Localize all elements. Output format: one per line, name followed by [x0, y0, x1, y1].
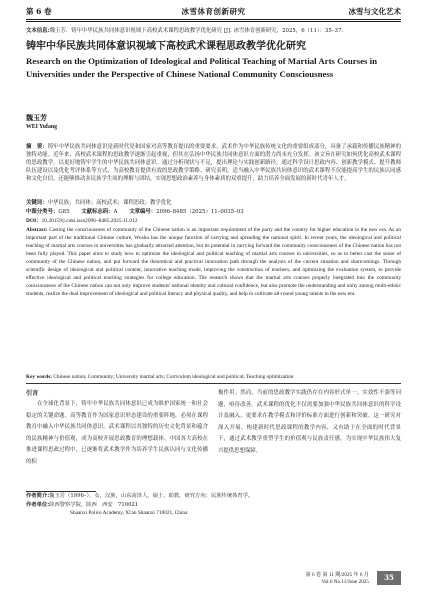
- citation-info: [26, 27, 401, 35]
- keywords-chinese-label: 关键词：: [26, 200, 48, 206]
- footnote-author-text: 魏玉芳（1996–），女，汉族，山东菏泽人，硕士，助教，研究方向：民族传统体育学。: [49, 493, 254, 499]
- keywords-english-label: Key words:: [26, 374, 53, 380]
- keywords-chinese-text: 中华民族；共同体；高校武术；课程思政；教学优化: [47, 200, 172, 206]
- clc-value: G85: [58, 209, 70, 215]
- classification-meta: [26, 208, 401, 216]
- header-rule-thin: [26, 21, 401, 22]
- footnote-unit-english: Shaanxi Police Academy, Xi'an Shaanxi 710021, China: [70, 510, 188, 517]
- header-journal-name: 冰雪体育创新研究: [181, 7, 246, 16]
- footnote-unit-label: 作者单位:: [26, 501, 50, 508]
- section-divider: [26, 383, 401, 384]
- doc-code-value: A: [113, 209, 118, 215]
- header-column-name: 冰雪与文化艺术: [348, 7, 401, 16]
- abstract-chinese-text: 铸牢中华民族共同体意识是新时代党和国家对高等教育提出的重要要求。武术作为中华民族传统文化的重要组成部分，具备了承载和传播民族精神的独特功能。近年来，高校武术课程的思政教学逐渐引起重视，但其在弘扬中华民族共同体意识方面的潜力尚未充分发挥。该文旨在研究如何优化高校武术课程的思政教学，以更好地铸牢学生的中华民族共同体意识。通过分析现状与不足，提出理论与实践创新路径。通过科学设计思政内容、创新教学模式、提升教师队伍建设以及优化考评体系等方式，为高校教育提供有效的思政教学策略。研究表明，适当融入中华民族共同体意识的武术课程不仅能提高学生的民族认同感和文化自信，还能够推动多民族学生间的理解与团结，实现思想政治素养与身体素质的双重提升，助力培养全面发展的新时代青年人才。: [26, 144, 401, 183]
- header-volume: 第 6 卷: [26, 7, 52, 16]
- author-english: WEI Yufang: [26, 124, 57, 130]
- doi-value: 10.20159/j.cnki.issn2096–8485.2025.11.012: [41, 218, 138, 224]
- footnote-author-label: 作者简介:: [26, 493, 50, 499]
- keywords-english-text: Chinese nation; Community; University martial arts; Curriculum ideological and political; Teaching optimization: [53, 374, 294, 380]
- doi-label: DOI：: [26, 218, 42, 224]
- page-number: 35: [377, 571, 401, 585]
- keywords-chinese: [26, 199, 401, 207]
- footer-issue-info: [306, 572, 370, 586]
- title-chinese: 铸牢中华民族共同体意识视域下高校武术课程思政教学优化研究: [26, 41, 306, 52]
- doc-code-label: 文献标志码：: [81, 209, 114, 215]
- doi-line: [26, 217, 401, 225]
- footnote-author-line: [26, 492, 401, 501]
- body-right-column: 极作用。然而，当前的思政教学实践仍存在内容形式单一、实效性不强等问题，亟待改善。武术课程的优化不仅需要加强中华民族共同体意识的科学设计及融入，更要求在教学模式和评价标准方面进行创新和突破。这一研究对深入开展、构建新时代思政课程的教学内容，又有助于在全面的时代背景下，通过武术教学重塑学生的价值观与民族责任感，为实现中华民族伟大复兴提供思想保障。: [218, 390, 401, 454]
- body-left-column: 在全球化背景下，铸牢中华民族共同体意识已成为维护国家统一和社会稳定的关键命题。高等教育作为国家意识形态建设的重要阵地，必须在课程教育中融入中华民族共同体意识。武术课程以其独特的历史文化背景和蕴含的民族精神与价值观，成为高校开展思政教育的理想载体。中国各大高校在推进课程思政过程中，已逐渐将武术教学作为培养学生民族认同与文化传播的积: [26, 401, 208, 465]
- footnote-unit-line: [26, 501, 401, 510]
- article-id-label: 文章编号：: [129, 209, 157, 215]
- footnote: [26, 492, 401, 518]
- keywords-english: [26, 373, 401, 381]
- abstract-english-text: Casting the consciousness of community of the Chinese nation is an important requirement of the party and the country for higher education in the new era. As an important part of the traditional Chinese culture, Wushu has the unique function of carrying and spreading the national spirit. In recent years, the ideological and political teaching of martial arts courses in universities has gradually attracted attention, but its potential in carrying forward the community consciousness of the Chinese nation has not been fully played. This paper aims to study how to optimize the ideological and political teaching of martial arts courses in universities, so as to better cast the sense of community of the Chinese nation, and put forward the theoretical and practical innovation path through the analysis of the current situation and shortcomings. Through scientific design of ideological and political content, innovative teaching mode, improving the construction of teachers, and optimizing the evaluation system, to provide effective ideological and political teaching strategies for college education. The research shows that the martial arts courses properly integrated into the community consciousness of the Chinese nation can not only improve students' national identity and cultural confidence, but also promote the understanding and unity among multi-ethnic students, realize the dual improvement of ideological and political literacy and physical quality, and help to cultivate all-round young talents in the new era.: [26, 227, 401, 297]
- header-rule: [26, 19, 401, 20]
- author-chinese: 魏玉芳: [26, 113, 47, 122]
- footer-issue-zh: 第 6 卷 第 11 期/2025 年 6 月: [305, 572, 369, 578]
- footer-issue-en: Vol.6 No.11/June 2025: [321, 579, 369, 585]
- section-heading-introduction: 引言: [26, 390, 39, 397]
- footnote-unit-text: 陕西警察学院，陕西 西安 710021: [49, 501, 139, 508]
- abstract-english: [26, 226, 401, 298]
- citation-text: 魏玉芳．铸牢中华民族共同体意识视域下高校武术课程思政教学优化研究 [J]. 冰雪体育创新研究，2025，6（11）：35–37.: [49, 28, 344, 34]
- clc-label: 中图分类号：: [26, 209, 59, 215]
- article-id-value: 2096–8485（2025）11–0035–03: [156, 209, 244, 215]
- abstract-chinese: [26, 143, 401, 183]
- title-english: Research on the Optimization of Ideological and Political Teaching of Martial Arts Courses in Universities under the Perspective of Chinese National Community Consciousness: [26, 56, 377, 80]
- abstract-english-label: Abstract:: [26, 227, 48, 233]
- abstract-chinese-label: 摘 要：: [26, 144, 48, 150]
- citation-label: 文本信息:: [26, 28, 50, 34]
